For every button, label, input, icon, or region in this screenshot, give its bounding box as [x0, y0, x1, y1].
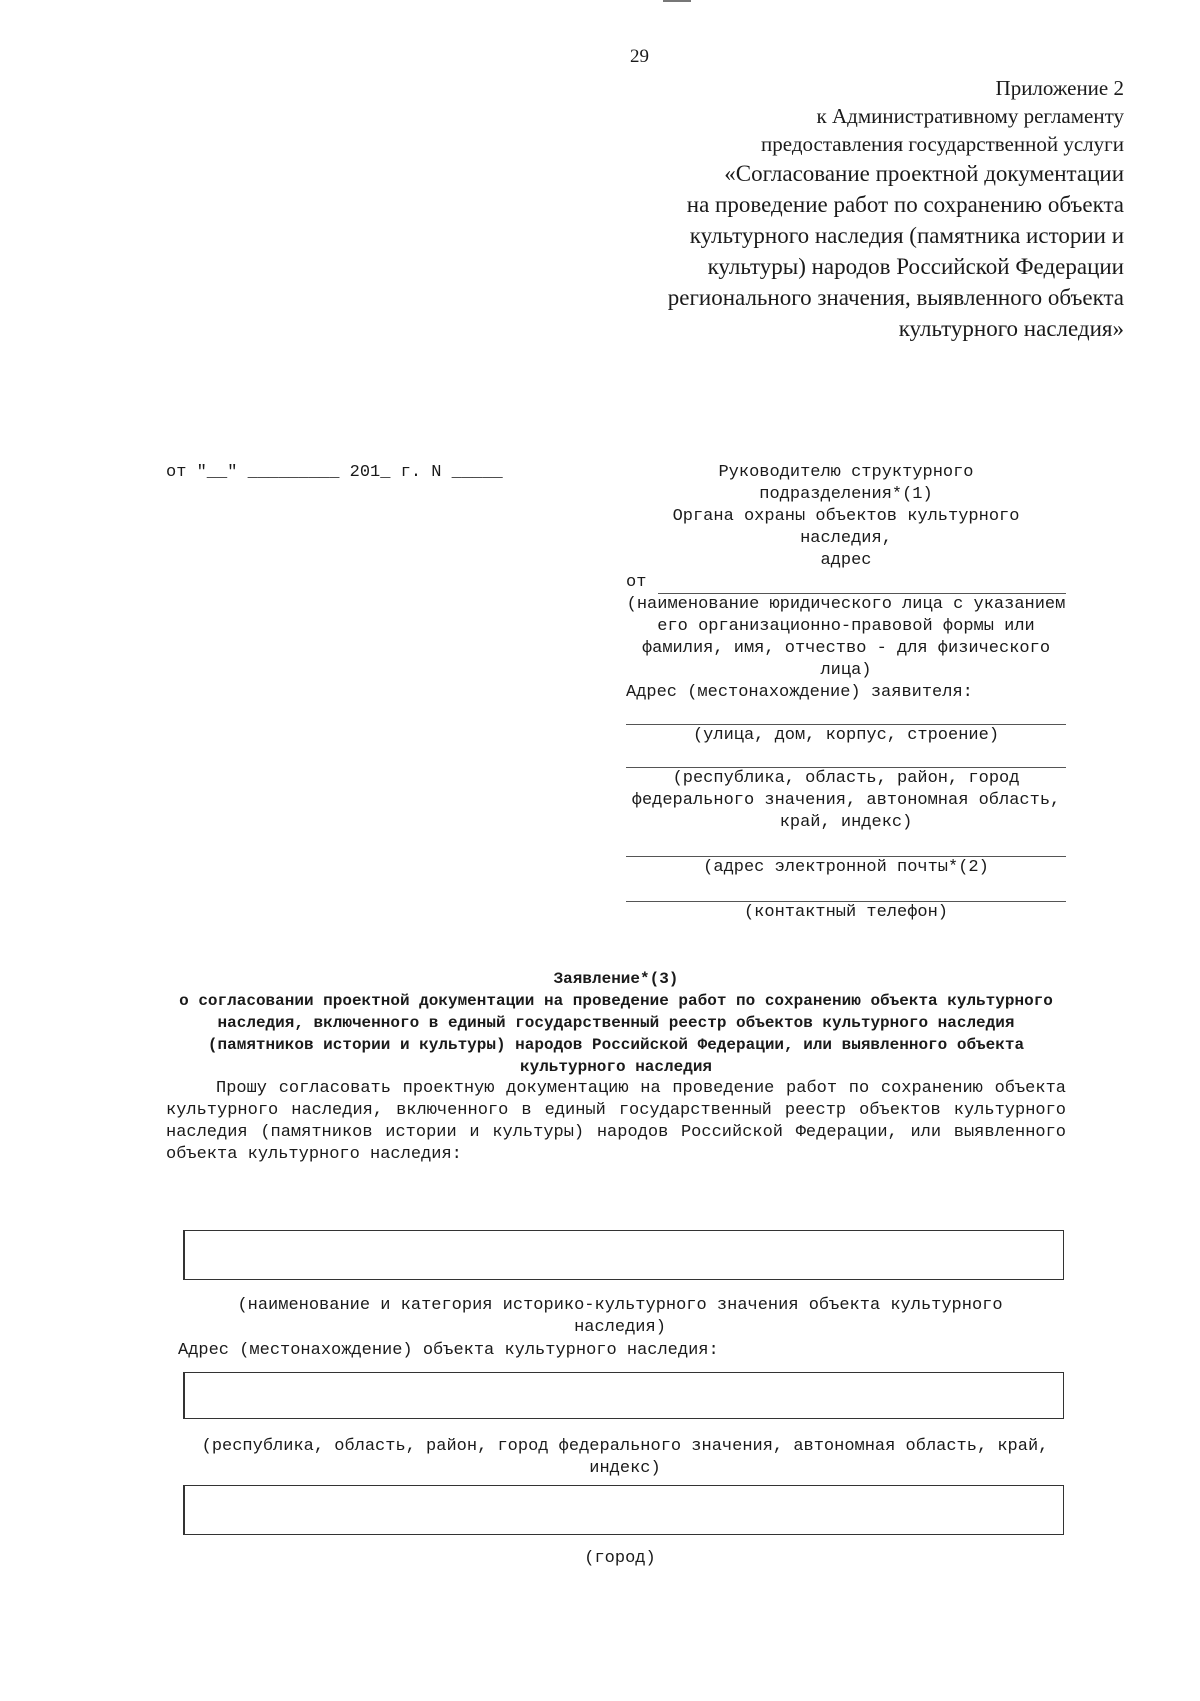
addressee-line: подразделения*(1): [759, 485, 933, 504]
from-label: от: [626, 573, 647, 592]
phone-caption: (контактный телефон): [743, 903, 949, 922]
phone-field-line: [626, 879, 1066, 902]
date-number-line: от "__" _________ 201_ г. N _____: [166, 463, 503, 482]
statement-subtitle: о согласовании проектной документации на проведение работ по сохранению объекта культурного наследия, включенного в единый государственный реестр объектов культурного наследия (памятников истории и культуры) народов Российской Федерации, или выявленного объекта культурного наследия: [179, 992, 1053, 1076]
object-city-caption: (город): [584, 1549, 656, 1568]
statement-body: Прошу согласовать проектную документацию на проведение работ по сохранению объекта культурного наследия, включенного в единый государственный реестр объектов культурного наследия (памятников истории и культуры) народов Российской Федерации, или выявленного объекта культурного наследия:: [166, 1079, 1066, 1164]
object-name-field[interactable]: [183, 1230, 1064, 1280]
appendix-line: культуры) народов Российской Федерации: [707, 254, 1124, 279]
object-region-field[interactable]: [183, 1372, 1064, 1419]
page-number: 29: [630, 46, 649, 67]
appendix-line: «Согласование проектной документации: [724, 161, 1124, 186]
statement-title: Заявление*(3): [553, 970, 679, 988]
region-caption: (республика, область, район, город федерального значения, автономная область, край, индекс): [631, 769, 1061, 832]
addressee-line: адрес: [820, 551, 872, 570]
object-region-caption: (республика, область, район, город федерального значения, автономная область, край, индекс): [201, 1437, 1049, 1478]
email-caption: (адрес электронной почты*(2): [703, 858, 989, 877]
addressee-block: [626, 462, 1066, 924]
appendix-line: Приложение 2: [995, 76, 1124, 100]
appendix-line: культурного наследия (памятника истории и: [689, 223, 1124, 248]
appendix-line: регионального значения, выявленного объекта: [667, 285, 1124, 310]
appendix-line: культурного наследия»: [898, 316, 1124, 341]
addressee-line: Руководителю структурного: [718, 463, 974, 482]
appendix-line: предоставления государственной услуги: [761, 132, 1124, 156]
email-field-line: [626, 834, 1066, 857]
object-address-label: Адрес (местонахождение) объекта культурного наследия:: [178, 1341, 719, 1360]
addressee-line: наследия,: [800, 529, 892, 548]
statement-section: [166, 968, 1066, 1166]
appendix-line: к Административному регламенту: [816, 104, 1124, 128]
street-caption: (улица, дом, корпус, строение): [692, 726, 1000, 745]
from-field-line: [658, 572, 1066, 594]
object-name-caption: (наименование и категория историко-культурного значения объекта культурного наследия): [237, 1296, 1003, 1337]
top-edge-mark: [663, 0, 691, 2]
applicant-caption: (наименование юридического лица с указанием его организационно-правовой формы или фамилия, имя, отчество - для физического лица): [626, 595, 1066, 680]
appendix-header: [504, 74, 1124, 344]
addressee-line: Органа охраны объектов культурного: [672, 507, 1020, 526]
street-field-line: [626, 704, 1066, 725]
from-row: [626, 572, 1066, 594]
appendix-line: на проведение работ по сохранению объекта: [686, 192, 1124, 217]
address-label: Адрес (местонахождение) заявителя:: [626, 683, 973, 702]
object-city-field[interactable]: [183, 1485, 1064, 1535]
region-field-line: [626, 747, 1066, 768]
